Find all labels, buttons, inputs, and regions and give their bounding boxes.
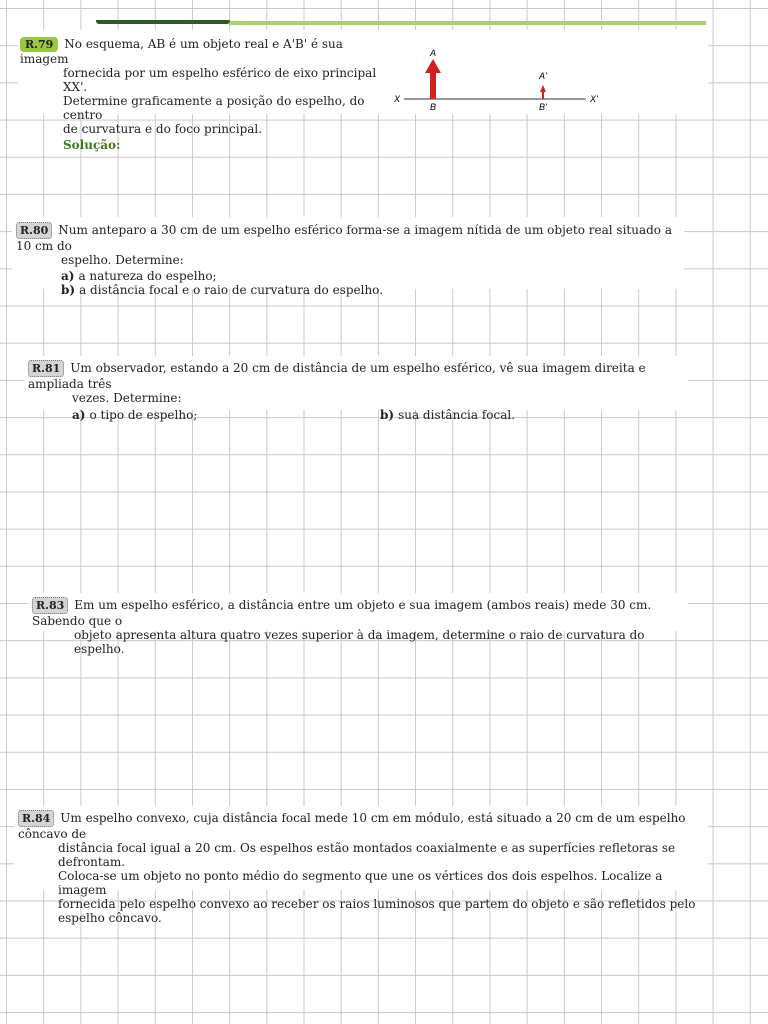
object-arrow-head (425, 59, 441, 73)
r81-tag: R.81 (28, 360, 64, 377)
r80-item-a: a) a natureza do espelho; (61, 269, 217, 283)
header-bar-dark (96, 20, 230, 24)
label-X-prime: X' (590, 94, 598, 104)
header-bar-light (230, 21, 706, 25)
r84-line-4: fornecida pelo espelho convexo ao receber os raios luminosos que partem do objeto e são refletidos pelo (58, 897, 696, 911)
r83-line-2: objeto apresenta altura quatro vezes superior à da imagem, determine o raio de curvatura do espelho. (74, 628, 645, 656)
exercise-r84 (14, 806, 708, 925)
exercise-r79 (18, 30, 708, 152)
r84-line-1: R.84 Um espelho convexo, cuja distância focal mede 10 cm em módulo, está situado a 20 cm de um espelho côncavo de (18, 811, 686, 841)
r84-tag: R.84 (18, 810, 54, 827)
r79-tag: R.79 (20, 37, 58, 52)
r83-line-1: R.83 Em um espelho esférico, a distância entre um objeto e sua imagem (ambos reais) mede 30 cm. Sabendo que o (32, 598, 652, 628)
image-arrow-head (540, 85, 546, 92)
r80-item-b: b) a distância focal e o raio de curvatura do espelho. (61, 283, 384, 297)
r80-tag: R.80 (16, 222, 52, 239)
r81-line-1: R.81 Um observador, estando a 20 cm de distância de um espelho esférico, vê sua imagem direita e ampliada três (28, 361, 646, 391)
label-B-prime: B' (539, 102, 547, 112)
image-arrow-shaft (542, 91, 544, 99)
r79-line-4: de curvatura e do foco principal. (63, 122, 263, 136)
r81-item-b: b) sua distância focal. (380, 408, 516, 422)
r79-mirror-diagram (390, 46, 610, 114)
r84-line-5: espelho côncavo. (58, 911, 162, 925)
exercise-r83 (28, 593, 688, 656)
r84-line-3: Coloca-se um objeto no ponto médio do segmento que une os vértices dos dois espelhos. Localize a imagem (58, 869, 663, 897)
r84-line-2: distância focal igual a 20 cm. Os espelhos estão montados coaxialmente e as superfícies refletoras se defrontam. (58, 841, 676, 869)
r79-line-1: R.79 No esquema, AB é um objeto real e A'B' é sua imagem (20, 37, 343, 66)
r83-tag: R.83 (32, 597, 68, 614)
r79-line-3: Determine graficamente a posição do espelho, do centro (63, 94, 365, 122)
exercise-r81 (24, 356, 688, 422)
label-A: A (430, 48, 437, 58)
object-arrow-shaft (430, 72, 436, 99)
label-B: B (430, 102, 437, 112)
r81-item-a: a) o tipo de espelho; (72, 408, 198, 422)
r80-line-2: espelho. Determine: (61, 253, 184, 267)
r81-items (28, 408, 684, 422)
label-A-prime: A' (539, 71, 547, 81)
r79-line-2: fornecida por um espelho esférico de eixo principal XX'. (63, 66, 377, 94)
r80-line-1: R.80 Num anteparo a 30 cm de um espelho esférico forma-se a imagem nítida de um objeto real situado a 10 cm do (16, 223, 672, 253)
r79-solution-label: Solução: (63, 138, 121, 152)
r81-line-2: vezes. Determine: (72, 391, 182, 405)
label-X: X (394, 94, 401, 104)
exercise-r80 (12, 217, 684, 297)
